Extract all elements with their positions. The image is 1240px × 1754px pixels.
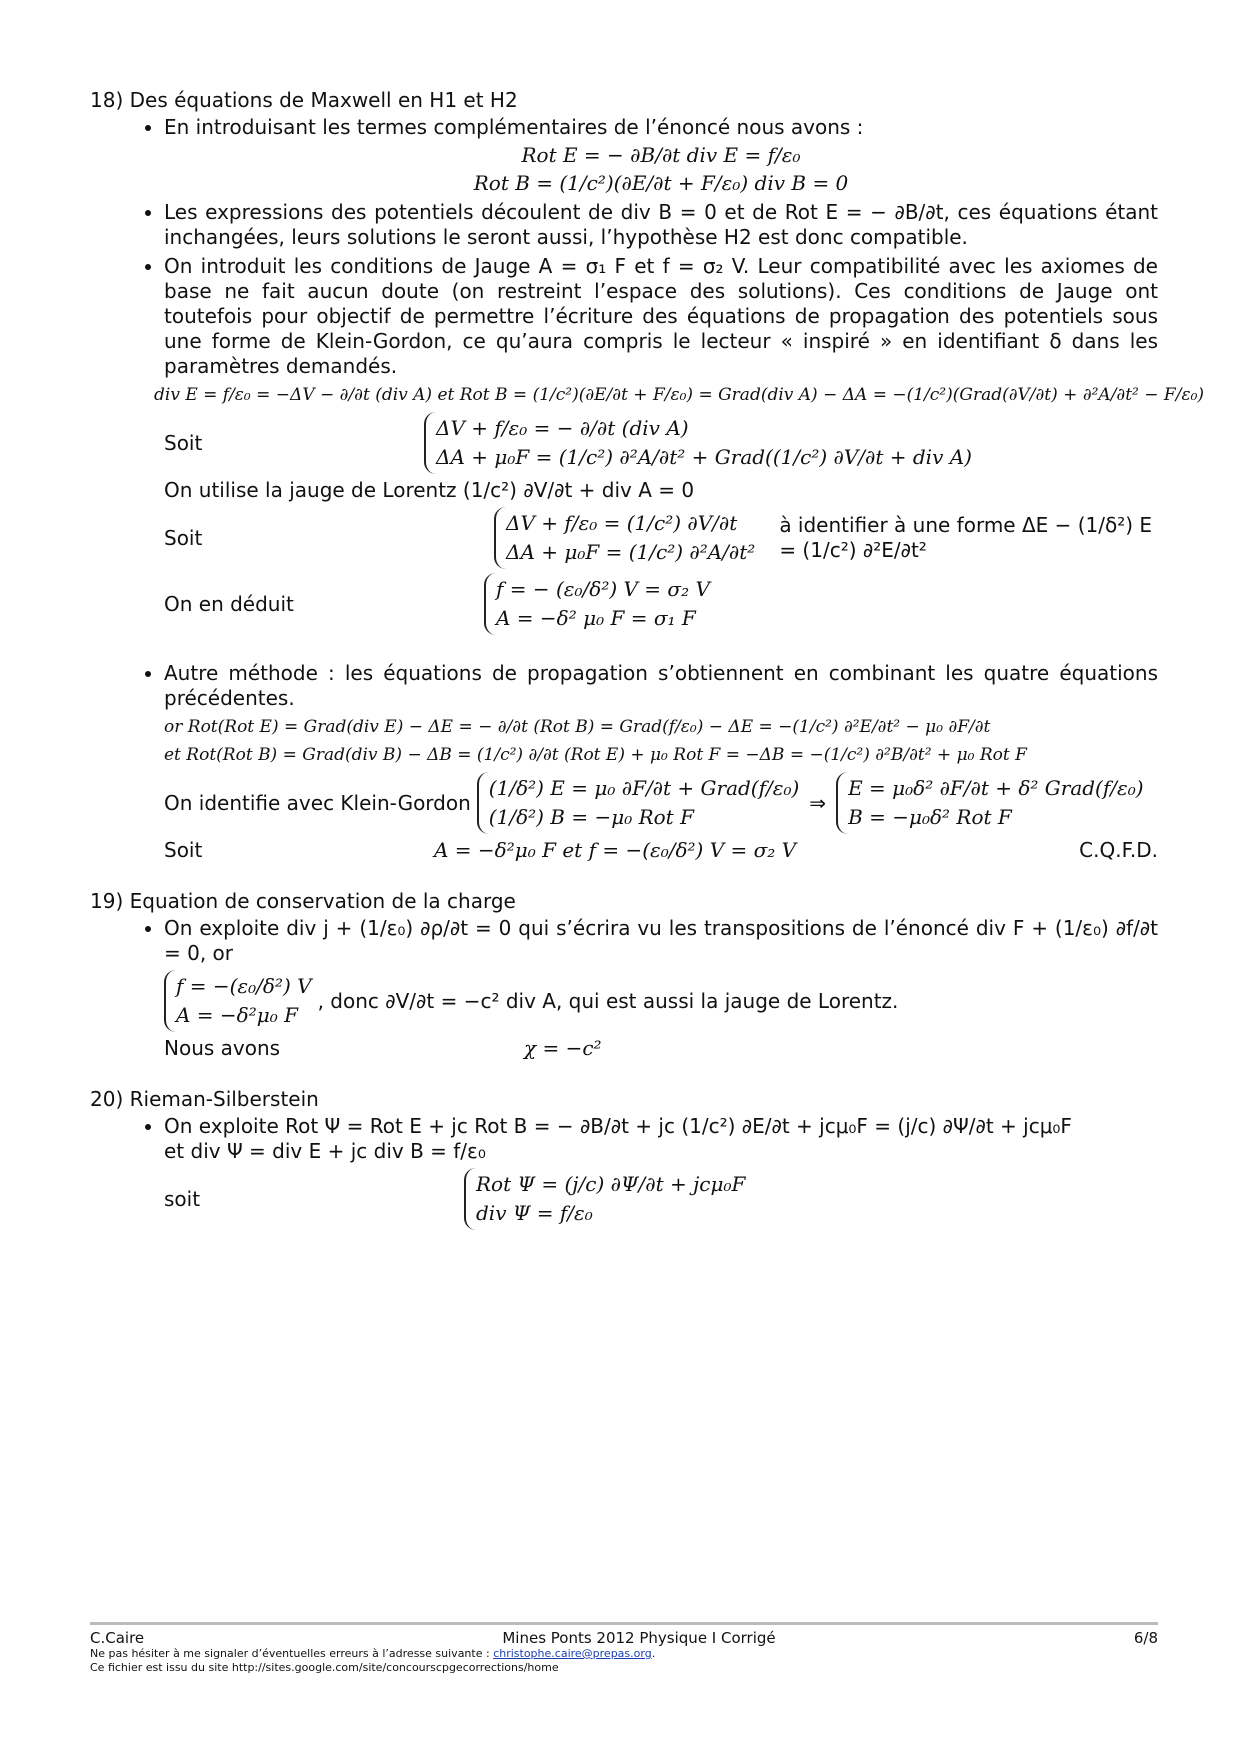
system-1: [164, 412, 1158, 474]
chi-row: [164, 1036, 1158, 1061]
footer-title: Mines Ponts 2012 Physique I Corrigé: [502, 1629, 776, 1647]
footer-email-link[interactable]: christophe.caire@prepas.org: [493, 1647, 652, 1660]
footer-author: C.Caire: [90, 1629, 145, 1647]
system-1-brace: [424, 412, 972, 474]
eq-div-rot: div E = f/ε₀ = −ΔV − ∂/∂t (div A) et Rot B = (1/c²)(∂E/∂t + F/ε₀) = Grad(div A) − ΔA = −(1/c²)(Grad(∂V/∂t) + ∂²A/∂t² − F/ε₀): [154, 385, 1205, 405]
deduit-label: On en déduit: [164, 591, 294, 616]
system-2: [164, 507, 1158, 569]
system-3-line-1: f = − (ε₀/δ²) V = σ₂ V: [496, 577, 710, 601]
maxwell-eq-1: Rot E = − ∂B/∂t div E = f/ε₀: [521, 143, 801, 167]
section-19-title: 19) Equation de conservation de la charge: [90, 889, 516, 913]
eq-rot-rot-e: or Rot(Rot E) = Grad(div E) − ΔE = − ∂/∂t (Rot B) = Grad(f/ε₀) − ΔE = −(1/c²) ∂²E/∂t² − μ₀ ∂F/∂t: [164, 717, 991, 737]
footer-note-1: Ne pas hésiter à me signaler d’éventuelles erreurs à l’adresse suivante : christophe.caire@prepas.org.: [90, 1647, 656, 1660]
bullet-20-text: On exploite Rot Ψ = Rot E + jc Rot B = − ∂B/∂t + jc (1/c²) ∂E/∂t + jcμ₀F = (j/c) ∂Ψ/∂t + jcμ₀F: [164, 1114, 1072, 1138]
page-footer: [90, 1622, 1158, 1675]
system-5-brace: [836, 772, 1144, 834]
donc-text: , donc ∂V/∂t = −c² div A, qui est aussi la jauge de Lorentz.: [317, 988, 899, 1013]
implies-arrow: ⇒: [809, 790, 827, 815]
system-2-line-1: ΔV + f/ε₀ = (1/c²) ∂V/∂t: [506, 511, 738, 535]
lorentz-gauge: On utilise la jauge de Lorentz (1/c²) ∂V/∂t + div A = 0: [164, 478, 695, 502]
soit-label: Soit: [164, 430, 203, 455]
system-20-line-1: Rot Ψ = (j/c) ∂Ψ/∂t + jcμ₀F: [476, 1172, 746, 1196]
div-psi-line: et div Ψ = div E + jc div B = f/ε₀: [164, 1139, 486, 1163]
system-2-line-2: ΔA + μ₀F = (1/c²) ∂²A/∂t²: [506, 540, 756, 564]
system-4-line-2: (1/δ²) B = −μ₀ Rot F: [488, 805, 694, 829]
section-18: [90, 88, 1205, 863]
system-20-line-2: div Ψ = f/ε₀: [476, 1201, 593, 1225]
nous-avons: Nous avons: [164, 1036, 281, 1060]
bullet-4: • Autre méthode : les équations de propagation s’obtiennent en combinant les quatre équations précédentes.: [164, 661, 1158, 711]
footer-page: 6/8: [1133, 1629, 1158, 1647]
bullet-1-text: En introduisant les termes complémentaires de l’énoncé nous avons :: [164, 115, 864, 139]
system-19: [164, 970, 1158, 1032]
system-5-line-2: B = −μ₀δ² Rot F: [848, 805, 1012, 829]
eq-rot-rot-b: et Rot(Rot B) = Grad(div B) − ΔB = (1/c²) ∂/∂t (Rot E) + μ₀ Rot F = −ΔB = −(1/c²) ∂²B/∂t² + μ₀ Rot F: [164, 745, 1027, 765]
bullet-1: [164, 115, 1158, 196]
document-body: [90, 88, 1205, 1234]
footer-note-2: Ce fichier est issu du site http://sites.google.com/site/concourscpgecorrections/home: [90, 1661, 559, 1674]
section-18-derivation: [90, 383, 1205, 635]
section-19: [90, 889, 1158, 1061]
klein-gordon-row: [164, 772, 1158, 834]
system-19-brace: [164, 970, 312, 1032]
system-19-line-1: f = −(ε₀/δ²) V: [176, 974, 312, 998]
system-4-line-1: (1/δ²) E = μ₀ ∂F/∂t + Grad(f/ε₀): [488, 776, 800, 800]
kg-label: On identifie avec Klein-Gordon: [164, 790, 471, 815]
bullet-20: [164, 1114, 1158, 1230]
bullet-2: • Les expressions des potentiels découlent de div B = 0 et de Rot E = − ∂B/∂t, ces équations étant inchangées, leurs solutions le seront aussi, l’hypothèse H2 est donc compatible.: [164, 200, 1158, 250]
maxwell-eq-2: Rot B = (1/c²)(∂E/∂t + F/ε₀) div B = 0: [473, 171, 849, 195]
system-4-brace: [477, 772, 800, 834]
bullet-3: [164, 254, 1158, 379]
footer-line-1: Ne pas hésiter à me signaler d’éventuelles erreurs à l’adresse suivante :: [90, 1647, 494, 1660]
system-1-line-2: ΔA + μ₀F = (1/c²) ∂²A/∂t² + Grad((1/c²) ∂V/∂t + div A): [436, 445, 972, 469]
cqfd: C.Q.F.D.: [1079, 838, 1158, 862]
bullet-19-text: On exploite div j + (1/ε₀) ∂ρ/∂t = 0 qui s’écrira vu les transpositions de l’énoncé div F + (1/ε₀) ∂f/∂t = 0, or: [164, 916, 1158, 965]
other-method: [90, 715, 1158, 863]
system-1-line-1: ΔV + f/ε₀ = − ∂/∂t (div A): [436, 416, 689, 440]
identify-text: à identifier à une forme ΔE − (1/δ²) E = (1/c²) ∂²E/∂t²: [779, 513, 1153, 562]
section-20-title: 20) Rieman-Silberstein: [90, 1087, 319, 1111]
soit-label-3: Soit: [164, 838, 203, 862]
section-20: [90, 1087, 1158, 1230]
system-20: [164, 1168, 1158, 1230]
section-18-title: 18) Des équations de Maxwell en H1 et H2: [90, 88, 518, 112]
system-3-line-2: A = −δ² μ₀ F = σ₁ F: [496, 606, 696, 630]
system-3-brace: [484, 573, 710, 635]
soit-label-2: Soit: [164, 525, 203, 550]
system-2-brace: [494, 507, 755, 569]
system-20-brace: [464, 1168, 745, 1230]
conclusion-row: [164, 838, 1158, 863]
system-5-line-1: E = μ₀δ² ∂F/∂t + δ² Grad(f/ε₀): [848, 776, 1144, 800]
system-3: [164, 573, 1158, 635]
conclusion-eq: A = −δ²μ₀ F et f = −(ε₀/δ²) V = σ₂ V: [434, 838, 797, 862]
system-19-line-2: A = −δ²μ₀ F: [176, 1003, 298, 1027]
bullet-3-text: On introduit les conditions de Jauge A = σ₁ F et f = σ₂ V. Leur compatibilité avec les axiomes de base ne fait aucun doute (on restreint l’espace des solutions). Ces conditions de Jauge ont toutefois pour objectif de permettre l’écriture des équations de propagation des potentiels sous une forme de Klein-Gordon, ce qu’aura compris le lecteur « inspiré » en identifiant δ dans les paramètres demandés.: [164, 254, 1158, 378]
bullet-19: [164, 916, 1158, 1061]
soit-20: soit: [164, 1186, 201, 1211]
chi-eq: χ = −c²: [524, 1036, 602, 1060]
